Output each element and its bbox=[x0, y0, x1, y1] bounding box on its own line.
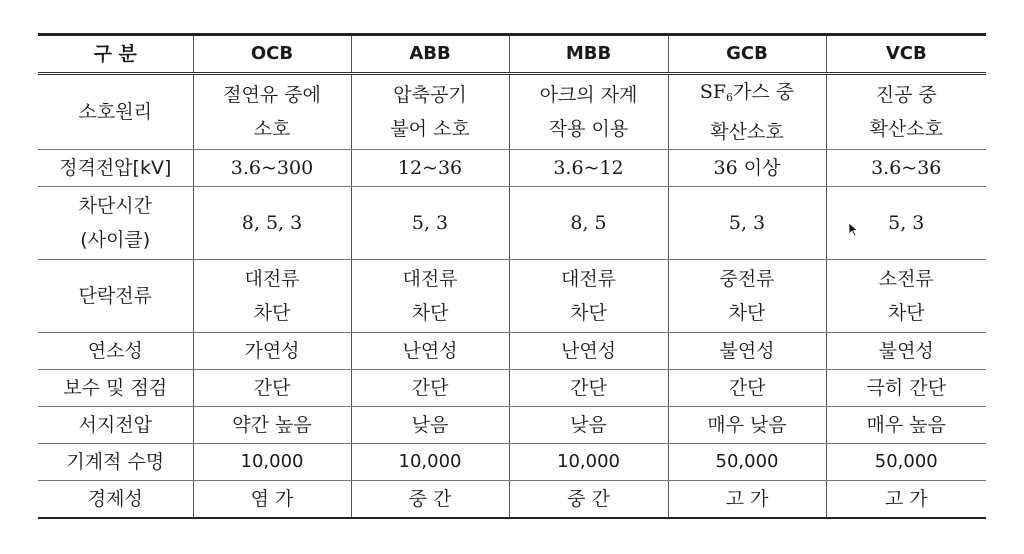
table-cell: 10,000 bbox=[193, 444, 351, 481]
table-cell: 가연성 bbox=[193, 333, 351, 370]
table-cell: 소전류 차단 bbox=[826, 260, 986, 333]
table-row-extinction-principle bbox=[38, 74, 986, 150]
table-cell: 5, 3 bbox=[351, 187, 509, 260]
header-row bbox=[38, 35, 986, 74]
table-row-rated-voltage bbox=[38, 150, 986, 187]
table-cell: 간단 bbox=[351, 370, 509, 407]
row-label: 정격전압[kV] bbox=[38, 150, 193, 187]
table-cell: 불연성 bbox=[668, 333, 826, 370]
table-cell: 12~36 bbox=[351, 150, 509, 187]
table-cell: 50,000 bbox=[826, 444, 986, 481]
row-label: 차단시간 (사이클) bbox=[38, 187, 193, 260]
table-cell: 3.6~12 bbox=[509, 150, 668, 187]
comparison-table bbox=[38, 33, 986, 519]
table-cell: 50,000 bbox=[668, 444, 826, 481]
table-row-surge-voltage bbox=[38, 407, 986, 444]
table-cell: 난연성 bbox=[509, 333, 668, 370]
table-cell: 중 간 bbox=[351, 481, 509, 519]
table-cell: 고 가 bbox=[668, 481, 826, 519]
table-cell: 절연유 중에 소호 bbox=[193, 74, 351, 150]
table-cell: 아크의 자계 작용 이용 bbox=[509, 74, 668, 150]
table-cell: 낮음 bbox=[509, 407, 668, 444]
table-cell: 진공 중 확산소호 bbox=[826, 74, 986, 150]
table-cell: 8, 5, 3 bbox=[193, 187, 351, 260]
table-cell: 대전류 차단 bbox=[193, 260, 351, 333]
table-cell: 매우 낮음 bbox=[668, 407, 826, 444]
row-label: 기계적 수명 bbox=[38, 444, 193, 481]
table-cell: 5, 3 bbox=[826, 187, 986, 260]
row-label: 보수 및 점검 bbox=[38, 370, 193, 407]
table-cell: 매우 높음 bbox=[826, 407, 986, 444]
table-cell: 염 가 bbox=[193, 481, 351, 519]
table-cell: 10,000 bbox=[509, 444, 668, 481]
circuit-breaker-comparison-table bbox=[38, 33, 986, 519]
table-cell: 간단 bbox=[509, 370, 668, 407]
table-cell: 불연성 bbox=[826, 333, 986, 370]
table-cell: $SF_6$가스 중 확산소호 bbox=[668, 74, 826, 150]
table-cell: 압축공기 불어 소호 bbox=[351, 74, 509, 150]
table-cell: 중전류 차단 bbox=[668, 260, 826, 333]
row-label: 경제성 bbox=[38, 481, 193, 519]
table-row-economy bbox=[38, 481, 986, 519]
table-cell: 5, 3 bbox=[668, 187, 826, 260]
row-label: 연소성 bbox=[38, 333, 193, 370]
table-cell: 극히 간단 bbox=[826, 370, 986, 407]
header-category: 구 분 bbox=[38, 35, 193, 74]
table-cell: 36 이상 bbox=[668, 150, 826, 187]
table-cell: 3.6~300 bbox=[193, 150, 351, 187]
table-cell: 약간 높음 bbox=[193, 407, 351, 444]
table-cell: 10,000 bbox=[351, 444, 509, 481]
header-ocb: OCB bbox=[193, 35, 351, 74]
table-cell: 3.6~36 bbox=[826, 150, 986, 187]
table-cell: 8, 5 bbox=[509, 187, 668, 260]
table-row-flammability bbox=[38, 333, 986, 370]
table-row-interrupting-time bbox=[38, 187, 986, 260]
header-mbb: MBB bbox=[509, 35, 668, 74]
header-vcb: VCB bbox=[826, 35, 986, 74]
row-label: 단락전류 bbox=[38, 260, 193, 333]
table-cell: 대전류 차단 bbox=[351, 260, 509, 333]
header-gcb: GCB bbox=[668, 35, 826, 74]
table-row-mechanical-life bbox=[38, 444, 986, 481]
header-abb: ABB bbox=[351, 35, 509, 74]
table-cell: 간단 bbox=[193, 370, 351, 407]
table-row-maintenance bbox=[38, 370, 986, 407]
row-label: 서지전압 bbox=[38, 407, 193, 444]
row-label: 소호원리 bbox=[38, 74, 193, 150]
table-cell: 간단 bbox=[668, 370, 826, 407]
table-cell: 중 간 bbox=[509, 481, 668, 519]
table-cell: 난연성 bbox=[351, 333, 509, 370]
table-row-short-circuit-current bbox=[38, 260, 986, 333]
table-cell: 낮음 bbox=[351, 407, 509, 444]
table-cell: 대전류 차단 bbox=[509, 260, 668, 333]
table-cell: 고 가 bbox=[826, 481, 986, 519]
